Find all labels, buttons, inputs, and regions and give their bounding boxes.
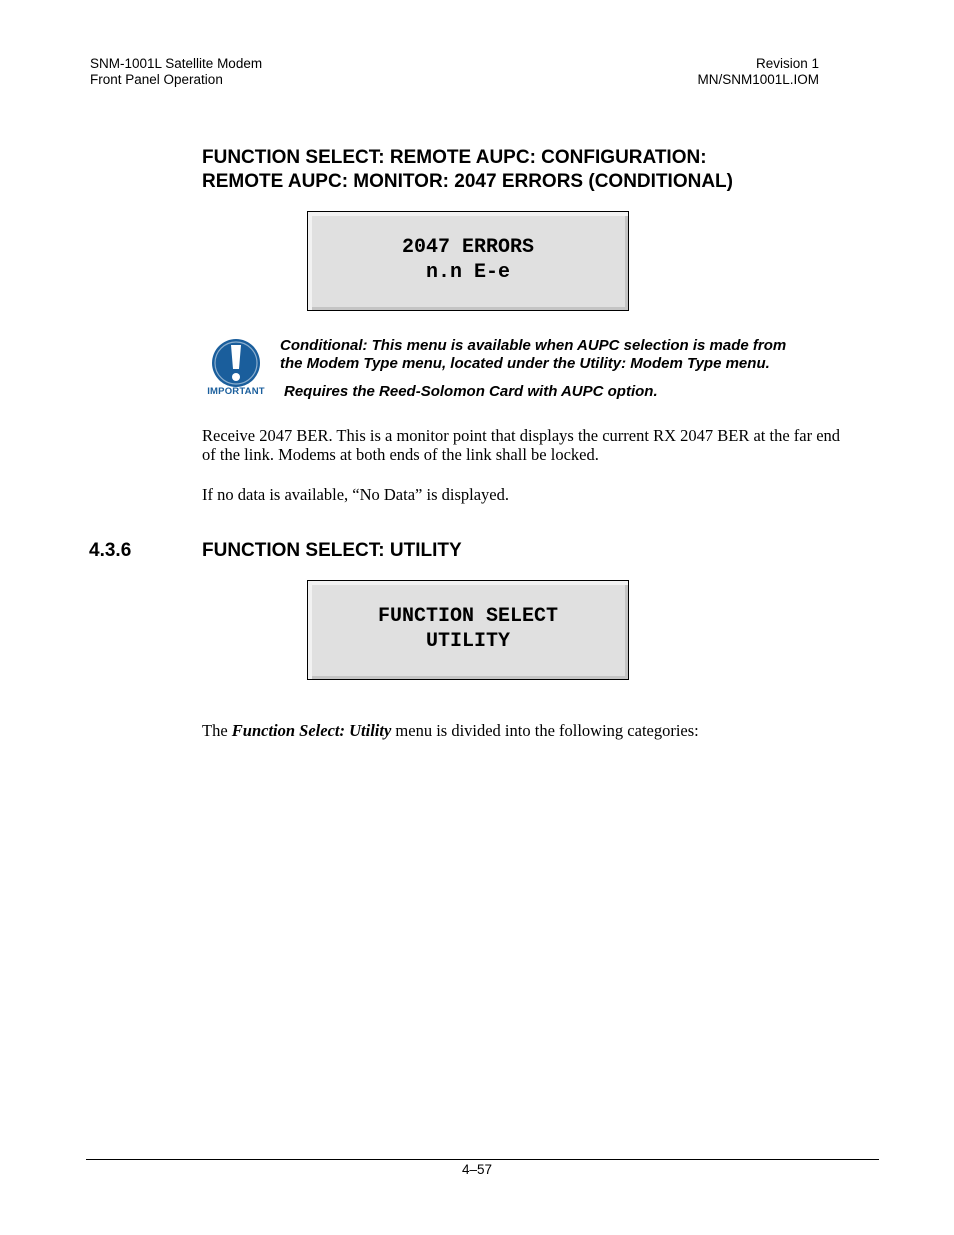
header-chapter-title: Front Panel Operation — [90, 72, 223, 87]
section-title-utility: FUNCTION SELECT: UTILITY — [202, 540, 462, 561]
page-header-right — [697, 56, 819, 88]
lcd-line-2: n.n E-e — [425, 261, 510, 284]
lcd-line-1: FUNCTION SELECT — [377, 605, 559, 628]
section-heading-2047-errors — [202, 146, 733, 194]
page-number: 4–57 — [461, 1162, 493, 1177]
paragraph-3-emphasis: Function Select: Utility — [231, 721, 392, 740]
paragraph-utility-categories — [202, 721, 872, 740]
important-note-text — [280, 337, 786, 373]
header-manual-number: MN/SNM1001L.IOM — [697, 72, 819, 87]
page-header-left — [90, 56, 262, 88]
section-heading-line-2: REMOTE AUPC: MONITOR: 2047 ERRORS (CONDITIONAL) — [202, 171, 733, 192]
paragraph-3-after: menu is divided into the following categories: — [391, 721, 699, 740]
paragraph-1-line-1: Receive 2047 BER. This is a monitor point that displays the current RX 2047 BER at the far end — [202, 426, 841, 445]
note-line-3: Requires the Reed-Solomon Card with AUPC option. — [284, 383, 658, 400]
lcd-display-function-select-utility — [307, 580, 629, 680]
important-icon-label: IMPORTANT — [207, 386, 265, 397]
paragraph-no-data: If no data is available, “No Data” is displayed. — [202, 485, 509, 504]
note-line-2: the Modem Type menu, located under the Utility: Modem Type menu. — [280, 355, 770, 372]
paragraph-3-before: The — [202, 721, 232, 740]
lcd-display-2047-errors — [307, 211, 629, 311]
section-heading-line-1: FUNCTION SELECT: REMOTE AUPC: CONFIGURATION: — [202, 147, 707, 168]
footer-divider — [86, 1159, 879, 1160]
paragraph-receive-ber — [202, 426, 872, 464]
header-revision: Revision 1 — [755, 56, 819, 71]
section-number: 4.3.6 — [89, 540, 132, 561]
lcd-line-2: UTILITY — [425, 630, 510, 653]
important-icon — [204, 337, 270, 401]
note-line-1: Conditional: This menu is available when AUPC selection is made from — [280, 337, 787, 354]
header-document-title: SNM-1001L Satellite Modem — [90, 56, 263, 71]
lcd-line-1: 2047 ERRORS — [401, 236, 535, 259]
paragraph-1-line-2: of the link. Modems at both ends of the link shall be locked. — [202, 445, 599, 464]
